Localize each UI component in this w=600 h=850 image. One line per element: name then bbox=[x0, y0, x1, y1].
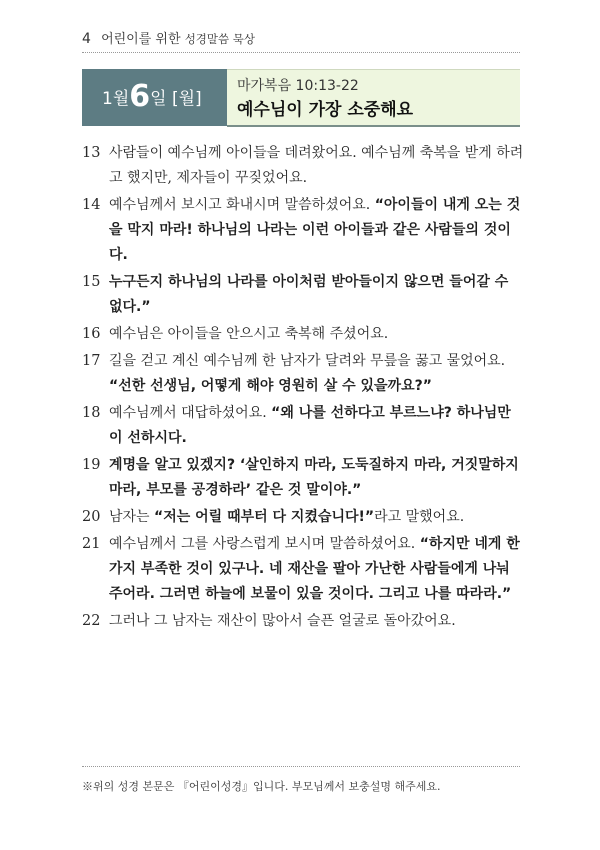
verse bbox=[82, 322, 524, 347]
verse-quote: “선한 선생님, 어떻게 해야 영원히 살 수 있을까요?” bbox=[109, 378, 432, 394]
verse-number: 22 bbox=[82, 613, 101, 629]
verse-narration: 라고 말했어요. bbox=[374, 509, 465, 525]
verse-number: 16 bbox=[82, 326, 101, 342]
verse-text bbox=[109, 141, 524, 191]
verse bbox=[82, 270, 524, 320]
page-number: 4 bbox=[82, 31, 91, 47]
verse bbox=[82, 505, 524, 530]
verse-quote: “하지만 네게 한 가지 부족한 것이 있구나. 네 재산을 팔아 가난한 사람들에게 나눠 주어라. 그러면 하늘에 보물이 있을 것이다. 그리고 나를 따라라.” bbox=[109, 536, 520, 602]
verse bbox=[82, 349, 524, 399]
verse-narration: 길을 걷고 계신 예수님께 한 남자가 달려와 무릎을 꿇고 물었어요. bbox=[109, 353, 506, 369]
verse-text bbox=[109, 453, 524, 503]
verse bbox=[82, 401, 524, 451]
verse-quote: “왜 나를 선하다고 부르느냐? 하나님만이 선하시다. bbox=[109, 405, 511, 446]
header-divider bbox=[82, 52, 520, 53]
verse-number: 19 bbox=[82, 457, 101, 473]
scripture-reference: 마가복음 10:13-22 bbox=[237, 78, 359, 94]
verse-narration: 예수님은 아이들을 안으시고 축복해 주셨어요. bbox=[109, 326, 389, 342]
verse-narration: 그러나 그 남자는 재산이 많아서 슬픈 얼굴로 돌아갔어요. bbox=[109, 613, 456, 629]
date-box bbox=[82, 69, 227, 126]
verse-text bbox=[109, 322, 524, 347]
date-text bbox=[102, 79, 202, 114]
verse-narration: 예수님께서 보시고 화내시며 말씀하셨어요. bbox=[109, 197, 375, 213]
verse-quote: 누구든지 하나님의 나라를 아이처럼 받아들이지 않으면 들어갈 수 없다.” bbox=[109, 274, 509, 315]
book-subtitle: 성경말씀 묵상 bbox=[184, 32, 255, 46]
verse bbox=[82, 141, 524, 191]
verse-number: 17 bbox=[82, 353, 101, 369]
verse bbox=[82, 532, 524, 607]
verse-number: 21 bbox=[82, 536, 101, 552]
verse-number: 20 bbox=[82, 509, 101, 525]
verse-text bbox=[109, 401, 524, 451]
book-title: 어린이를 위한 bbox=[101, 32, 181, 47]
footer-divider bbox=[82, 766, 520, 767]
title-box bbox=[227, 69, 520, 127]
verse-text bbox=[109, 505, 524, 530]
verse-number: 13 bbox=[82, 145, 101, 161]
verse-narration: 남자는 bbox=[109, 509, 155, 525]
verse-quote: “아이들이 내게 오는 것을 막지 마라! 하나님의 나라는 이런 아이들과 같은 사람들의 것이다. bbox=[109, 197, 521, 263]
verse-text bbox=[109, 349, 524, 399]
verse-list bbox=[82, 141, 524, 636]
verse-text bbox=[109, 270, 524, 320]
verse-narration: 예수님께서 그를 사랑스럽게 보시며 말씀하셨어요. bbox=[109, 536, 420, 552]
verse-number: 14 bbox=[82, 197, 101, 213]
verse-number: 18 bbox=[82, 405, 101, 421]
weekday: [월] bbox=[171, 89, 202, 109]
verse-narration: 예수님께서 대답하셨어요. bbox=[109, 405, 272, 421]
verse-narration: 사람들이 예수님께 아이들을 데려왔어요. 예수님께 축복을 받게 하려고 했지만, 제자들이 꾸짖었어요. bbox=[109, 145, 524, 186]
verse-text bbox=[109, 193, 524, 268]
verse-text bbox=[109, 532, 524, 607]
running-header bbox=[82, 28, 255, 47]
verse bbox=[82, 453, 524, 503]
footnote: ※위의 성경 본문은 『어린이성경』입니다. 부모님께서 보충설명 해주세요. bbox=[82, 780, 441, 793]
verse-quote: “저는 어릴 때부터 다 지켰습니다!” bbox=[154, 509, 375, 525]
verse bbox=[82, 193, 524, 268]
devotion-banner bbox=[82, 69, 520, 126]
verse-quote: 계명을 알고 있겠지? ‘살인하지 마라, 도둑질하지 마라, 거짓말하지 마라, 부모를 공경하라’ 같은 것 말이야.” bbox=[109, 457, 519, 498]
day-suffix: 일 bbox=[150, 89, 167, 109]
devotion-title: 예수님이 가장 소중해요 bbox=[237, 100, 414, 120]
day-number: 6 bbox=[129, 79, 151, 114]
verse-number: 15 bbox=[82, 274, 101, 290]
verse bbox=[82, 609, 524, 634]
verse-text bbox=[109, 609, 524, 634]
month: 1월 bbox=[102, 89, 130, 109]
